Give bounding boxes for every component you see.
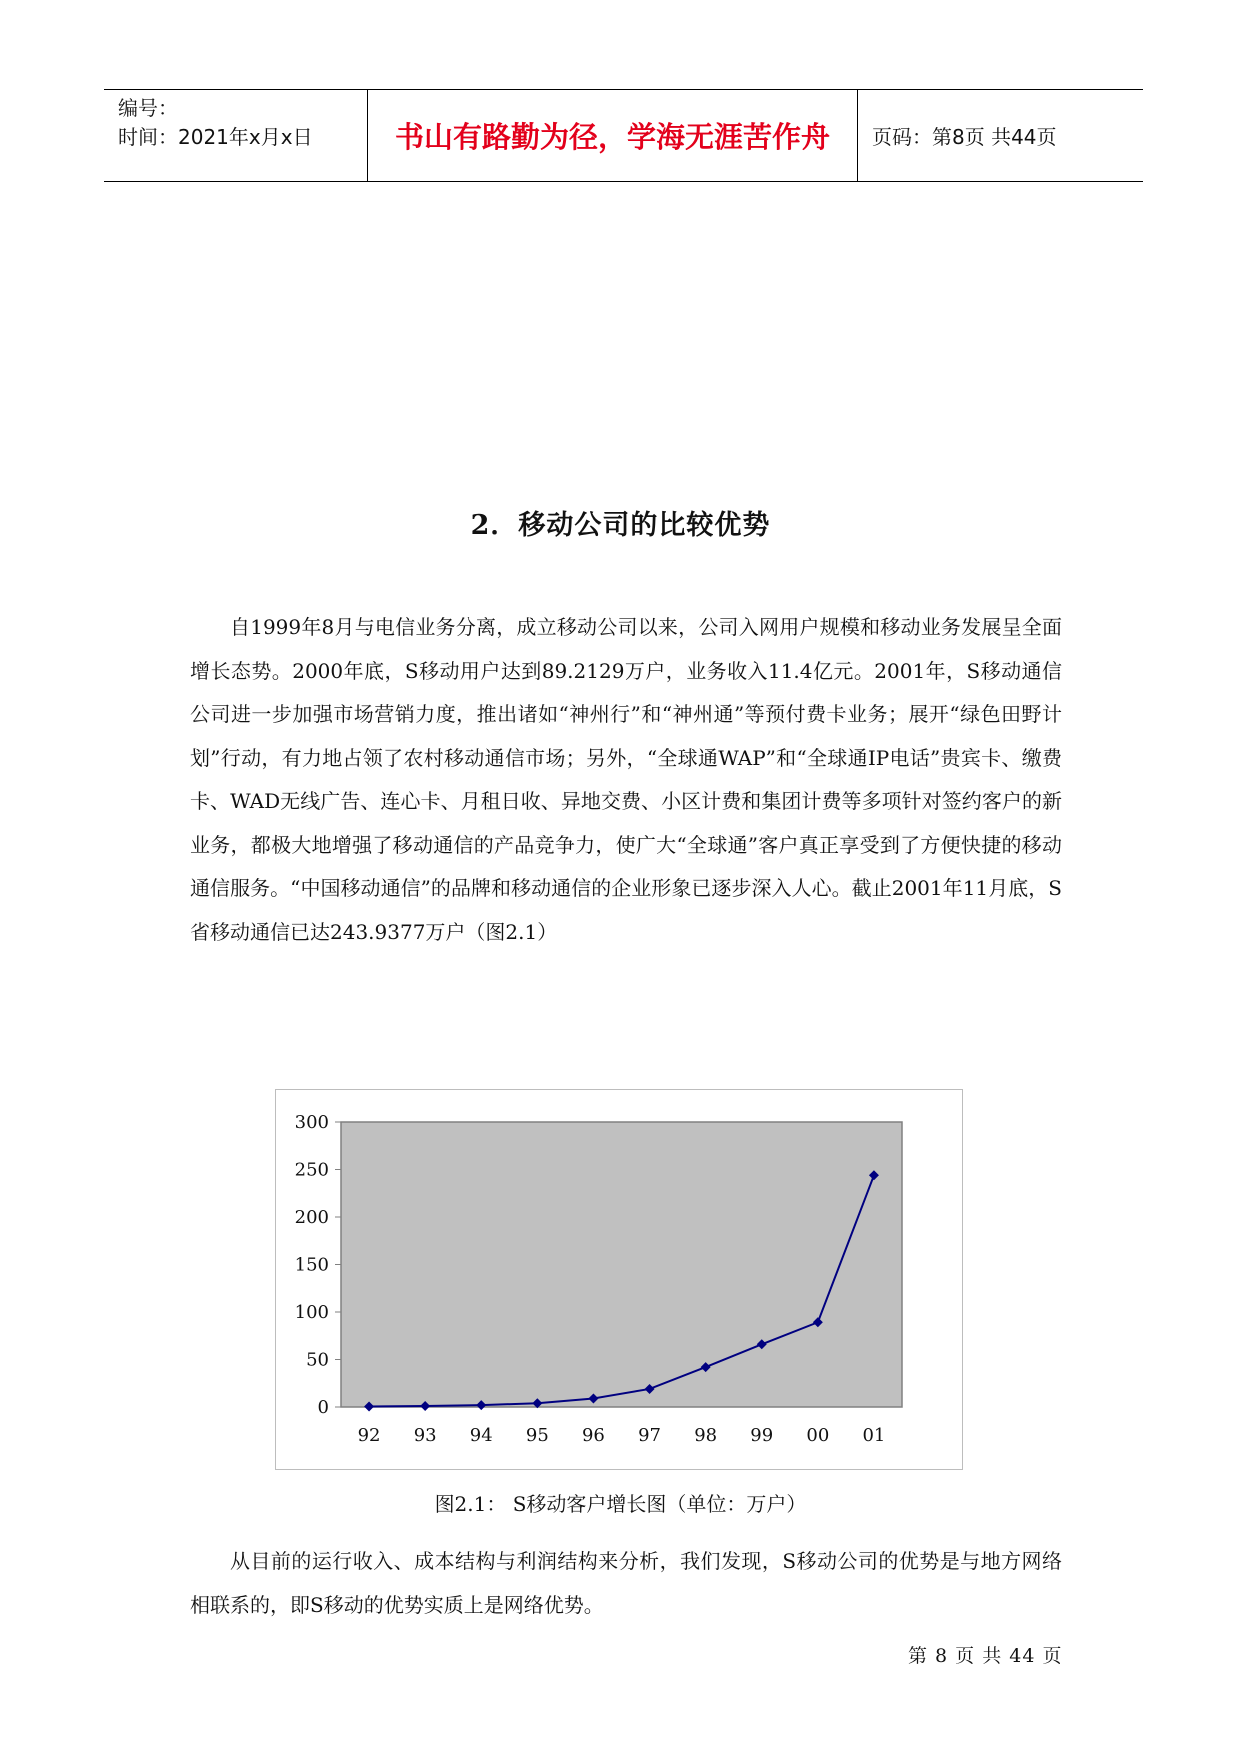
paragraph-1: 自1999年8月与电信业务分离，成立移动公司以来，公司入网用户规模和移动业务发展呈全面增长态势。2000年底，S移动用户达到89.2129万户，业务收入11.4亿元。2001年，S移动通信公司进一步加强市场营销力度，推出诸如“神州行”和“神州通”等预付费卡业务；展开“绿色田野计划”行动，有力地占领了农村移动通信市场；另外，“全球通WAP”和“全球通IP电话”贵宾卡、缴费卡、WAD无线广告、连心卡、月租日收、异地交费、小区计费和集团计费等多项针对签约客户的新业务，都极大地增强了移动通信的产品竞争力，使广大“全球通”客户真正享受到了方便快捷的移动通信服务。“中国移动通信”的品牌和移动通信的企业形象已逐步深入人心。截止2001年11月底，S省移动通信已达243.9377万户（图2.1） — [190, 615, 1062, 944]
x-tick-label: 93 — [413, 1425, 437, 1446]
chart-frame — [275, 1089, 963, 1470]
figure-caption: 图2.1： S移动客户增长图（单位：万户） — [434, 1492, 807, 1516]
x-tick-label: 92 — [357, 1425, 381, 1446]
y-tick-label: 250 — [294, 1159, 329, 1181]
x-tick-label: 98 — [694, 1425, 718, 1446]
x-tick-label: 97 — [638, 1425, 662, 1446]
motto-text: 书山有路勤为径，学海无涯苦作舟 — [394, 120, 830, 154]
page-footer: 第 8 页 共 44 页 — [908, 1645, 1063, 1667]
x-tick-label: 95 — [525, 1425, 549, 1446]
header-meta-cell — [104, 90, 368, 181]
header-table — [104, 89, 1143, 182]
customer-growth-chart — [276, 1090, 964, 1471]
x-tick-label: 99 — [750, 1425, 774, 1446]
y-tick-label: 100 — [294, 1302, 329, 1323]
header-page-cell — [858, 90, 1143, 181]
section-title: 2．移动公司的比较优势 — [470, 510, 771, 541]
plot-area — [341, 1122, 902, 1407]
y-tick-label: 50 — [306, 1349, 329, 1371]
x-tick-label: 00 — [806, 1425, 830, 1446]
x-tick-label: 01 — [862, 1425, 886, 1446]
x-tick-label: 94 — [469, 1425, 493, 1446]
y-tick-label: 300 — [294, 1112, 329, 1133]
x-tick-label: 96 — [581, 1425, 605, 1446]
y-tick-label: 200 — [294, 1207, 329, 1228]
y-tick-label: 150 — [294, 1254, 329, 1276]
paragraph-2: 从目前的运行收入、成本结构与利润结构来分析，我们发现，S移动公司的优势是与地方网络相联系的，即S移动的优势实质上是网络优势。 — [190, 1549, 1062, 1617]
serial-label: 编号： — [118, 96, 178, 120]
y-tick-label: 0 — [317, 1397, 329, 1418]
time-label: 时间：2021年x月x日 — [118, 125, 313, 149]
header-motto-cell — [368, 90, 858, 181]
page-label: 页码：第8页 共44页 — [872, 125, 1057, 149]
